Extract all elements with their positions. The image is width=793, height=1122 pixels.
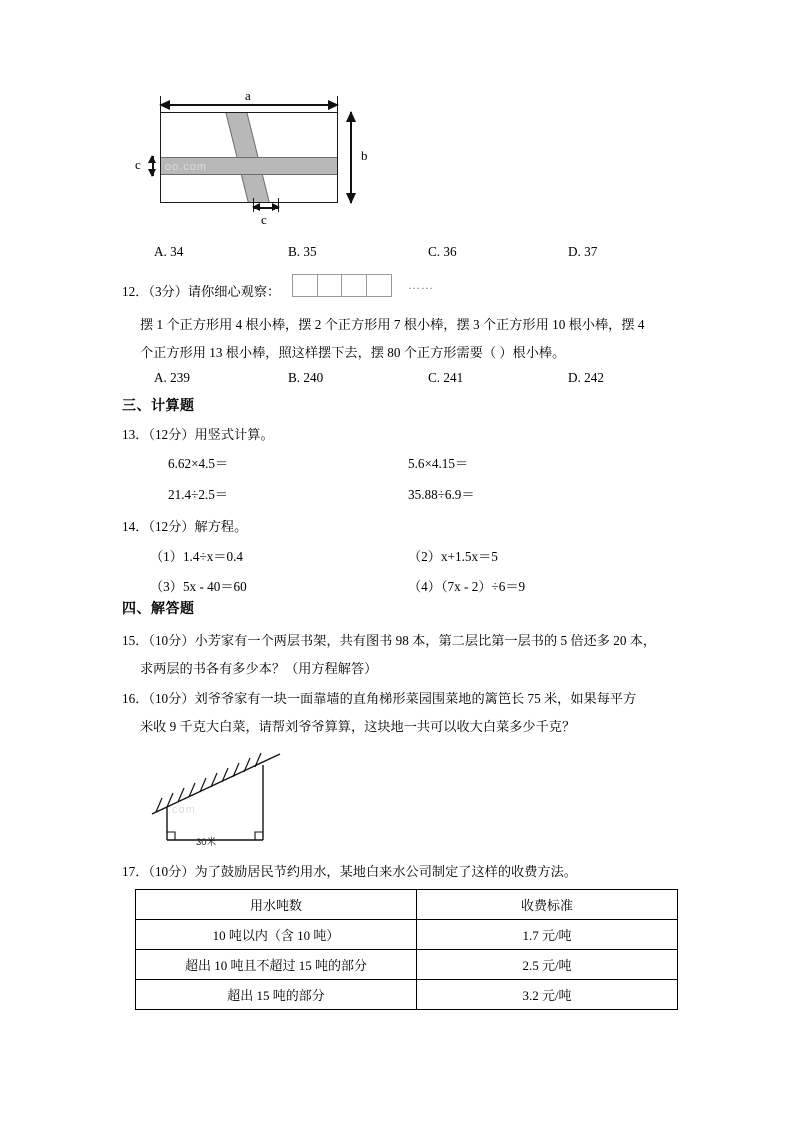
square-cell — [366, 274, 392, 297]
q17-stem: 17．（10分）为了鼓励居民节约用水，某地白来水公司制定了这样的收费方法。 — [122, 864, 577, 879]
table-cell-usage: 超出 15 吨的部分 — [136, 980, 417, 1010]
q12-option-c-key: C. — [428, 370, 441, 385]
q12-ellipsis: …… — [408, 278, 434, 292]
square-cell — [317, 274, 343, 297]
q15-line-1: 15．（10分）小芳家有一个两层书架，共有图书 98 本，第二层比第一层书的 5 倍还多 20 本， — [122, 633, 657, 648]
table-row — [136, 920, 678, 950]
q11-option-d[interactable] — [568, 244, 597, 260]
q11-option-d-key: D. — [568, 244, 581, 259]
square-cell — [292, 274, 318, 297]
q16-line-1: 16．（10分）刘爷爷家有一块一面靠墙的直角梯形菜园围菜地的篱笆长 75 米，如果每平方 — [122, 691, 637, 706]
q13-item-3: 21.4÷2.5＝ — [168, 487, 228, 502]
q11-option-b-key: B. — [288, 244, 301, 259]
q12-option-row — [140, 370, 685, 392]
q11-option-d-value: 37 — [584, 244, 598, 259]
q14-item-3: （3）5x - 40＝60 — [150, 579, 247, 594]
section-heading-answer: 四、解答题 — [122, 602, 195, 617]
q11-option-a[interactable] — [154, 244, 183, 260]
table-cell-rate: 1.7 元/吨 — [417, 920, 678, 950]
q14-stem: 14．（12分）解方程。 — [122, 519, 248, 534]
q12-option-b[interactable] — [288, 370, 323, 386]
q13-item-2: 5.6×4.15＝ — [408, 456, 469, 471]
q12-squares-figure — [292, 274, 390, 297]
q12-option-d-key: D. — [568, 370, 581, 385]
q11-option-row — [140, 244, 685, 266]
q12-option-c[interactable] — [428, 370, 463, 386]
table-cell-usage: 超出 10 吨且不超过 15 吨的部分 — [136, 950, 417, 980]
q16-line-2: 米收 9 千克大白菜，请帮刘爷爷算算，这块地一共可以收大白菜多少千克？ — [140, 719, 576, 734]
table-header-row — [136, 890, 678, 920]
q12-option-a-value: 239 — [170, 370, 190, 385]
q11-option-b[interactable] — [288, 244, 317, 260]
q11-option-b-value: 35 — [303, 244, 317, 259]
table-cell-usage: 10 吨以内（含 10 吨） — [136, 920, 417, 950]
trapezoid-base-label: 30米 — [196, 837, 217, 848]
dimension-label-b: b — [361, 148, 368, 163]
q14-item-2: （2）x+1.5x＝5 — [408, 549, 498, 564]
q15-line-2: 求两层的书各有多少本？（用方程解答） — [140, 661, 378, 676]
q12-option-d[interactable] — [568, 370, 604, 386]
table-cell-rate: 2.5 元/吨 — [417, 950, 678, 980]
dimension-label-a: a — [241, 88, 255, 104]
square-cell — [341, 274, 367, 297]
q16-trapezoid-figure — [150, 752, 420, 864]
table-row — [136, 950, 678, 980]
q12-option-d-value: 242 — [584, 370, 604, 385]
q11-option-c-value: 36 — [443, 244, 457, 259]
table-cell-rate: 3.2 元/吨 — [417, 980, 678, 1010]
dimension-arrow-b — [345, 112, 357, 203]
q12-option-a-key: A. — [154, 370, 167, 385]
q11-option-c[interactable] — [428, 244, 457, 260]
q11-rectangle-figure — [135, 86, 368, 231]
scan-watermark: .com — [168, 804, 196, 816]
table-row — [136, 980, 678, 1010]
q11-option-a-value: 34 — [170, 244, 184, 259]
table-header-rate: 收费标准 — [417, 890, 678, 920]
q12-option-b-key: B. — [288, 370, 301, 385]
dimension-label-c-bottom: c — [261, 212, 267, 227]
q13-item-1: 6.62×4.5＝ — [168, 456, 229, 471]
q14-item-4: （4）（7x - 2）÷6＝9 — [408, 579, 526, 594]
table-header-usage: 用水吨数 — [136, 890, 417, 920]
scan-watermark: oo.com — [165, 161, 208, 173]
q12-option-c-value: 241 — [443, 370, 464, 385]
q12-option-a[interactable] — [154, 370, 190, 386]
dimension-arrow-c-left — [147, 156, 159, 176]
q12-option-b-value: 240 — [303, 370, 324, 385]
dimension-label-c-left: c — [135, 157, 141, 172]
q11-option-a-key: A. — [154, 244, 167, 259]
q13-stem: 13．（12分）用竖式计算。 — [122, 427, 274, 442]
rectangle-outline — [160, 112, 338, 203]
water-price-table — [135, 889, 678, 1010]
section-heading-calculation: 三、计算题 — [122, 399, 195, 414]
q12-body-line-1: 摆 1 个正方形用 4 根小棒，摆 2 个正方形用 7 根小棒，摆 3 个正方形用 10 根小棒，摆 4 — [140, 317, 645, 332]
q11-option-c-key: C. — [428, 244, 441, 259]
q12-stem: 12．（3分）请你细心观察： — [122, 284, 281, 299]
q12-body-line-2: 个正方形用 13 根小棒，照这样摆下去，摆 80 个正方形需要（ ）根小棒。 — [140, 345, 566, 360]
q13-item-4: 35.88÷6.9＝ — [408, 487, 475, 502]
q14-item-1: （1）1.4÷x＝0.4 — [150, 549, 243, 564]
